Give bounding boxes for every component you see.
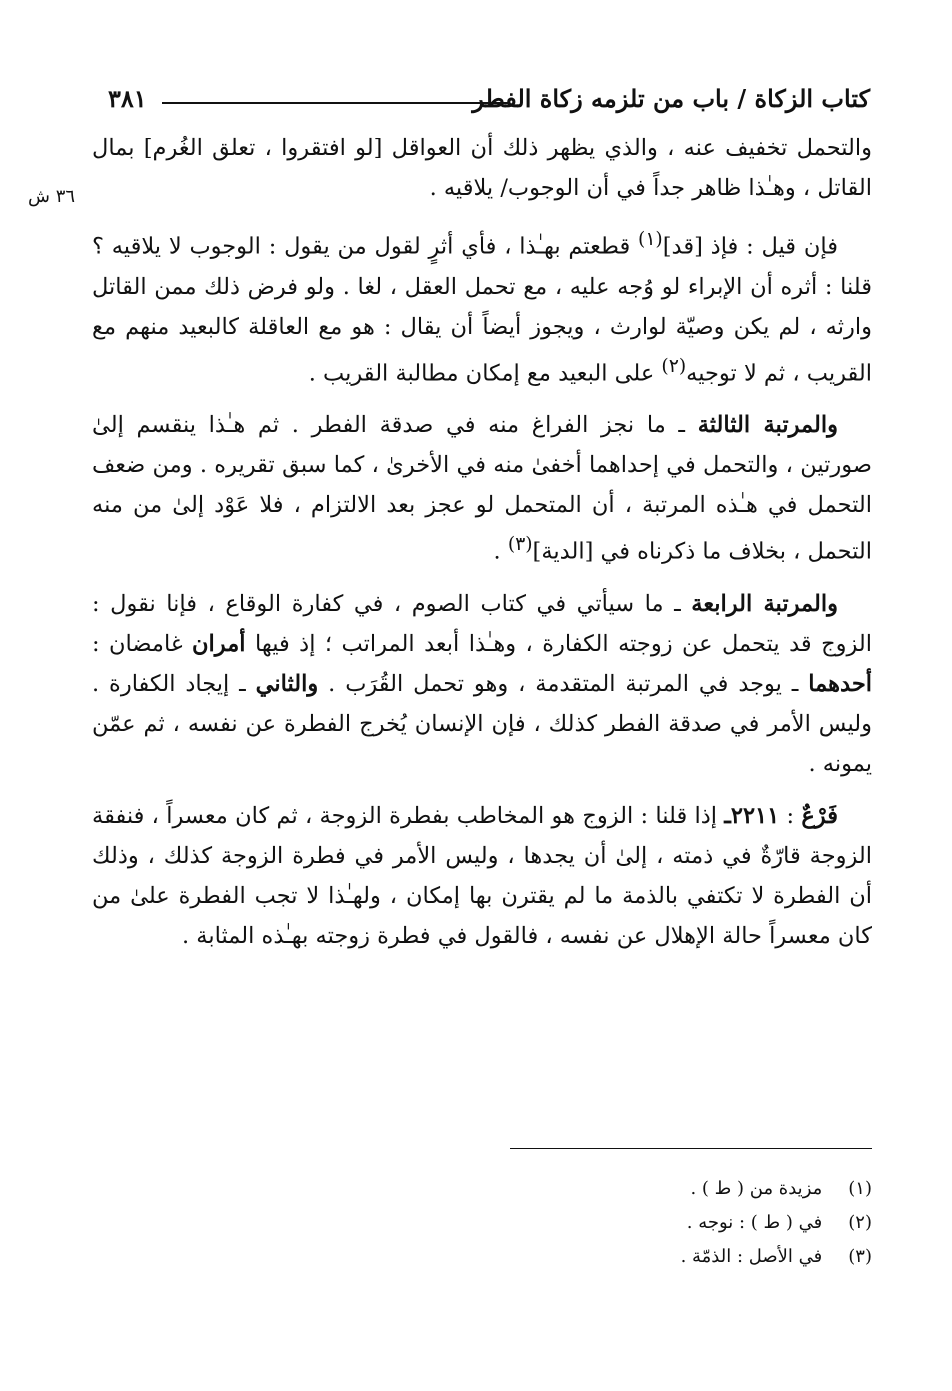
footnote-text: مزيدة من ( ط ) . bbox=[690, 1178, 823, 1199]
paragraph bbox=[92, 405, 872, 572]
bold-term: فَرْعٌ bbox=[801, 802, 838, 829]
text-run: على البعيد مع إمكان مطالبة القريب . bbox=[308, 360, 662, 386]
page-number: ٣٨١ bbox=[108, 84, 147, 113]
bold-term: أحدهما bbox=[808, 670, 872, 697]
text-run: ـ يوجد في المرتبة المتقدمة ، وهو تحمل القُرَب . bbox=[318, 670, 809, 697]
paragraph bbox=[92, 796, 872, 956]
footnote-text: في الأصل : الذمّة . bbox=[680, 1246, 823, 1267]
footnote bbox=[300, 1240, 872, 1274]
footnote-text: في ( ط ) : نوجه . bbox=[686, 1212, 823, 1233]
text-run: قطعتم بهـٰذا ، فأي أثرٍ لقول من يقول : الوجوب لا يلاقيه ؟ قلنا : أثره أن الإبراء لو وُجه عليه ، مع تحمل العقل ، لغا . ولو فرض ذلك ممن القاتل وارثه ، لم يكن وصيّة لوارث ، ويجوز أيضاً أن يقال : هو مع العاقلة كالبعيد منهم مع القريب ، ثم لا توجيه bbox=[92, 233, 872, 386]
footnote-separator bbox=[510, 1148, 872, 1149]
text-run: غامضان : bbox=[92, 630, 193, 657]
footnote-marker: (٣) bbox=[507, 534, 533, 555]
text-run: . bbox=[493, 538, 508, 565]
bold-term: والثاني bbox=[255, 670, 319, 697]
bold-term: والمرتبة الثالثة bbox=[697, 412, 839, 438]
text-run: ـ ما سيأتي في كتاب الصوم ، في كفارة الوقاع ، فإنا نقول : الزوج قد يتحمل عن زوجته الكفارة ، وهـٰذا أبعد المراتب ؛ إذ فيها bbox=[92, 590, 872, 657]
footnote-number: (٣) bbox=[848, 1246, 872, 1267]
footnotes bbox=[300, 1172, 872, 1274]
header-rule bbox=[162, 102, 510, 104]
bold-term: ٢٢١١ـ bbox=[724, 802, 780, 829]
text-run: : bbox=[779, 802, 802, 829]
bold-term: والمرتبة الرابعة bbox=[691, 590, 838, 617]
footnote bbox=[300, 1206, 872, 1240]
running-header bbox=[100, 80, 870, 120]
footnote-number: (١) bbox=[848, 1178, 872, 1199]
bold-term: أمران bbox=[192, 630, 246, 657]
footnote-marker: (١) bbox=[638, 229, 663, 250]
text-run: ـ ما نجز الفراغ منه في صدقة الفطر . ثم هـٰذا ينقسم إلىٰ صورتين ، والتحمل في إحداهما أخفىٰ منه في الأخرىٰ ، كما سبق تقريره . ومن ضعف التحمل في هـٰذه المرتبة ، أن المتحمل لو عجز بعد الالتزام ، فلا عَوْد إلىٰ من منه التحمل ، بخلاف ما ذكرناه في [الدية] bbox=[92, 412, 872, 565]
margin-folio-note: ٣٦ ش bbox=[28, 186, 76, 207]
text-run: فإن قيل : فإذ [قد] bbox=[662, 233, 838, 260]
footnote-number: (٢) bbox=[848, 1212, 872, 1233]
footnote-marker: (٢) bbox=[661, 355, 687, 377]
paragraph bbox=[92, 584, 872, 784]
running-title: كتاب الزكاة / باب من تلزمه زكاة الفطر bbox=[472, 84, 870, 113]
text-run: والتحمل تخفيف عنه ، والذي يظهر ذلك أن العواقل [لو افتقروا ، تعلق الغُرم] بمال القاتل ، وهـٰذا ظاهر جداً في أن الوجوب/ يلاقيه . bbox=[92, 135, 872, 201]
text-run: ـ إيجاد الكفارة . وليس الأمر في صدقة الفطر كذلك ، فإن الإنسان يُخرج الفطرة عن نفسه ، ثم عمّن يمونه . bbox=[92, 670, 872, 777]
text-run: إذا قلنا : الزوج هو المخاطب بفطرة الزوجة ، ثم كان معسراً ، فنفقة الزوجة قارّةٌ في ذمته ، إلىٰ أن يجدها ، وليس الأمر في فطرة الزوجة كذلك ، وذلك أن الفطرة لا تكتفي بالذمة ما لم يقترن بها إمكان ، ولهـٰذا لا تجب الفطرة علىٰ من كان معسراً حالة الإهلال عن نفسه ، فالقول في فطرة زوجته بهـٰذه المثابة . bbox=[92, 802, 872, 949]
main-text bbox=[92, 128, 872, 968]
footnote bbox=[300, 1172, 872, 1206]
paragraph bbox=[92, 220, 872, 393]
paragraph bbox=[92, 128, 872, 208]
